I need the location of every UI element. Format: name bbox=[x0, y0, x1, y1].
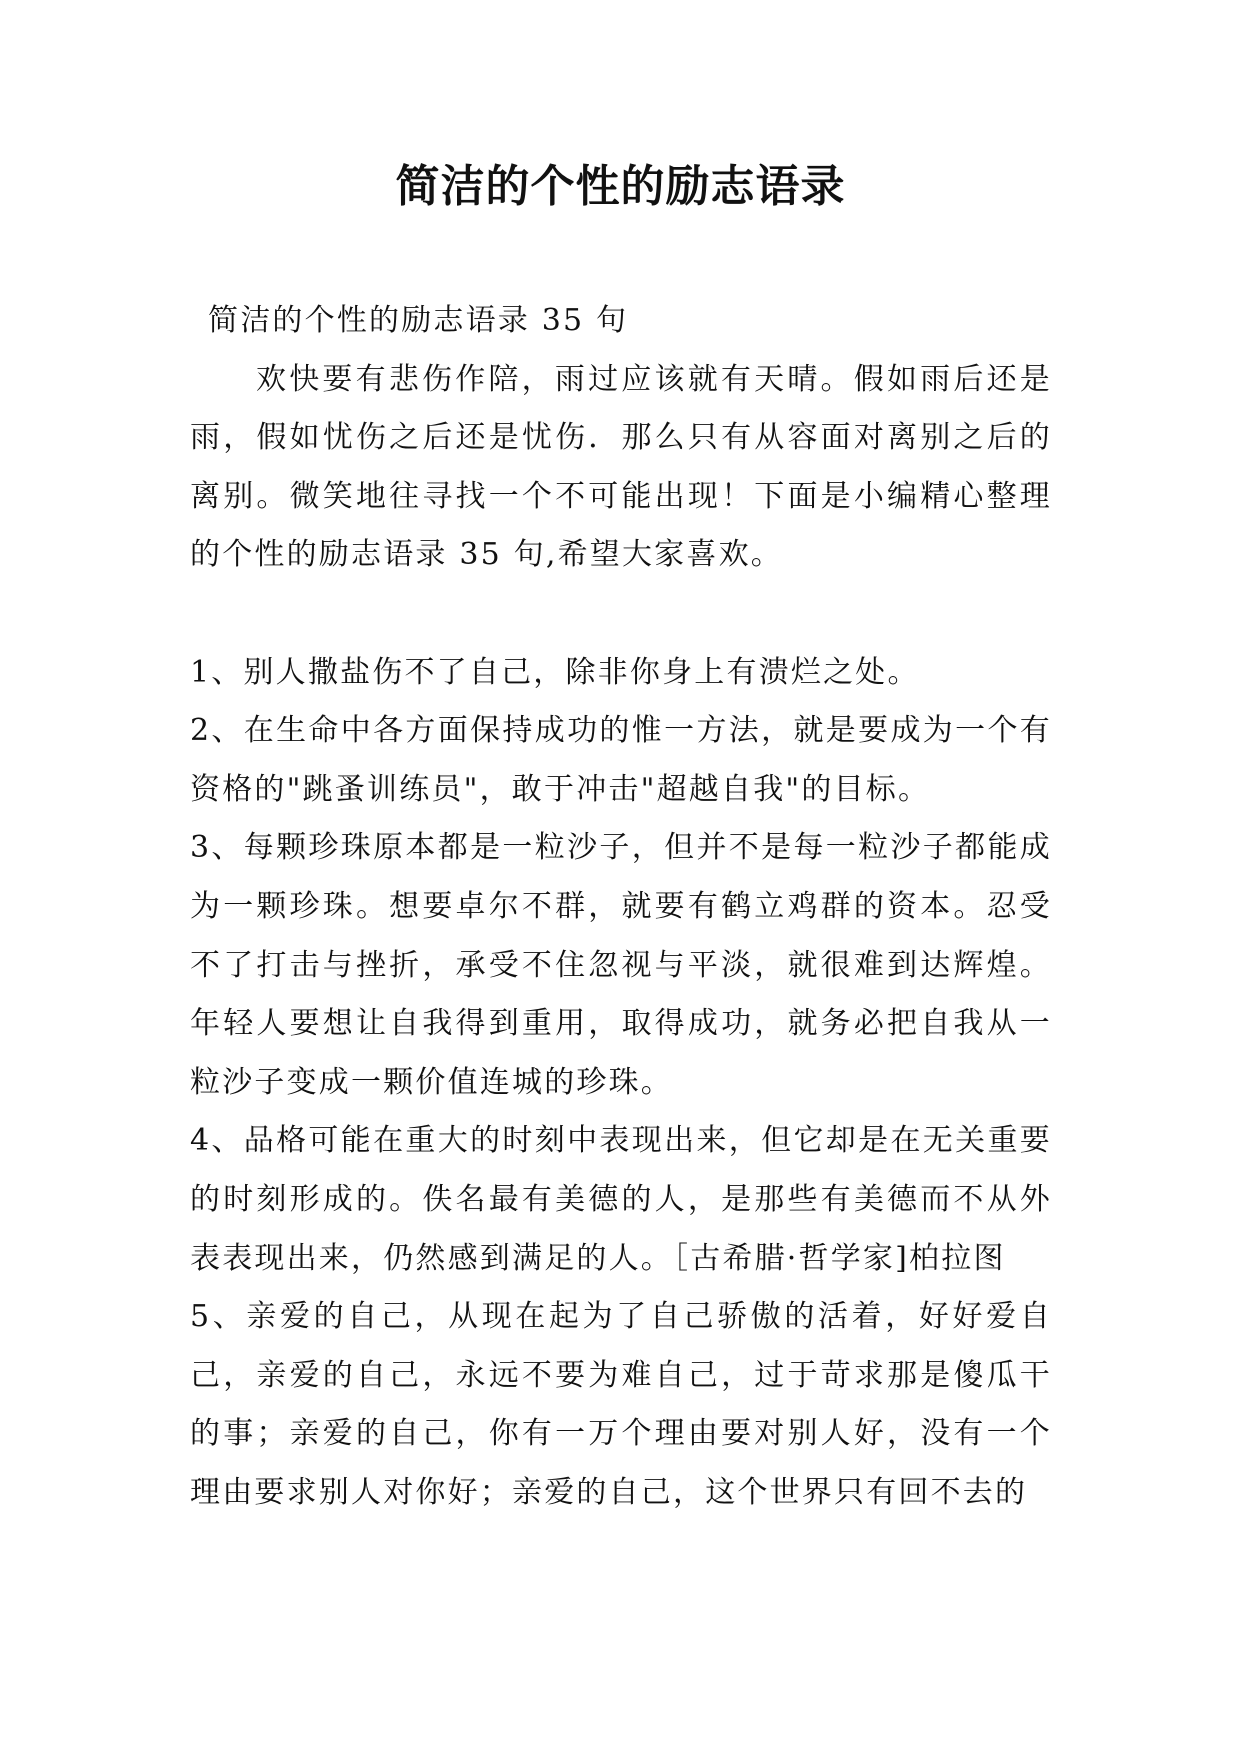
quote-item-3: 3、每颗珍珠原本都是一粒沙子，但并不是每一粒沙子都能成为一颗珍珠。想要卓尔不群，就要有鹤立鸡群的资本。忍受不了打击与挫折，承受不住忽视与平淡，就很难到达辉煌。年轻人要想让自我得到重用，取得成功，就务必把自我从一粒沙子变成一颗价值连城的珍珠。 bbox=[190, 830, 1052, 1100]
paragraph-spacer bbox=[190, 585, 1052, 644]
document-subtitle: 简洁的个性的励志语录 35 句 bbox=[208, 303, 629, 338]
quote-item-4: 4、品格可能在重大的时刻中表现出来，但它却是在无关重要的时刻形成的。佚名最有美德的人，是那些有美德而不从外表表现出来，仍然感到满足的人。［古希腊·哲学家]柏拉图 bbox=[190, 1123, 1052, 1276]
quote-item-1: 1、别人撒盐伤不了自己，除非你身上有溃烂之处。 bbox=[190, 654, 920, 690]
document-body bbox=[190, 292, 1052, 1522]
quote-item-5: 5、亲爱的自己，从现在起为了自己骄傲的活着，好好爱自己，亲爱的自己，永远不要为难自己，过于苛求那是傻瓜干的事；亲爱的自己，你有一万个理由要对别人好，没有一个理由要求别人对你好；亲爱的自己，这个世界只有回不去的 bbox=[190, 1299, 1052, 1510]
intro-paragraph: 欢快要有悲伤作陪，雨过应该就有天晴。假如雨后还是雨，假如忧伤之后还是忧伤．那么只有从容面对离别之后的离别。微笑地往寻找一个不可能出现！下面是小编精心整理的个性的励志语录 35 句,希望大家喜欢。 bbox=[190, 361, 1052, 573]
quote-item-2: 2、在生命中各方面保持成功的惟一方法，就是要成为一个有资格的"跳蚤训练员"，敢于冲击"超越自我"的目标。 bbox=[190, 713, 1052, 807]
document-title: 简洁的个性的励志语录 bbox=[395, 161, 846, 212]
